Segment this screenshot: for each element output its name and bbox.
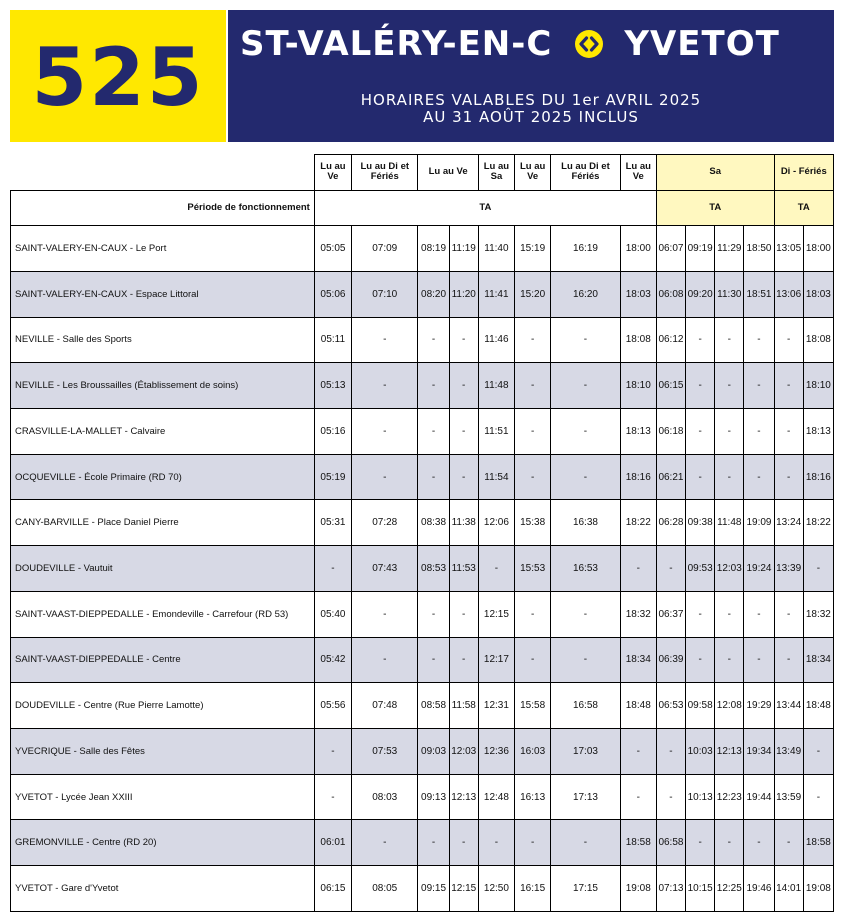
departure-time: 11:20 bbox=[449, 271, 478, 317]
departure-time: 09:58 bbox=[686, 683, 715, 729]
stop-name: YVECRIQUE - Salle des Fêtes bbox=[11, 729, 315, 775]
departure-time: - bbox=[774, 409, 803, 455]
departure-time: - bbox=[686, 637, 715, 683]
departure-time: - bbox=[803, 774, 833, 820]
departure-time: 09:19 bbox=[686, 226, 715, 272]
departure-time: 18:13 bbox=[620, 409, 656, 455]
departure-time: - bbox=[686, 820, 715, 866]
departure-time: 17:03 bbox=[551, 729, 620, 775]
departure-time: 12:17 bbox=[478, 637, 514, 683]
departure-time: 18:00 bbox=[803, 226, 833, 272]
departure-time: 16:20 bbox=[551, 271, 620, 317]
departure-time: - bbox=[551, 454, 620, 500]
departure-time: 18:16 bbox=[620, 454, 656, 500]
departure-time: 16:13 bbox=[515, 774, 551, 820]
departure-time: 12:25 bbox=[715, 866, 744, 912]
departure-time: - bbox=[515, 454, 551, 500]
departure-time: - bbox=[449, 591, 478, 637]
departure-time: - bbox=[715, 409, 744, 455]
stop-name: CRASVILLE-LA-MALLET - Calvaire bbox=[11, 409, 315, 455]
departure-time: 16:19 bbox=[551, 226, 620, 272]
departure-time: 18:34 bbox=[803, 637, 833, 683]
route-title-box bbox=[228, 10, 834, 142]
departure-time: - bbox=[515, 637, 551, 683]
departure-time: 08:38 bbox=[418, 500, 449, 546]
route-origin: ST-VALÉRY-EN-C bbox=[240, 24, 553, 64]
table-row bbox=[11, 546, 834, 592]
departure-time: 12:15 bbox=[449, 866, 478, 912]
day-header: Lu au Ve bbox=[418, 155, 478, 191]
departure-time: 15:19 bbox=[515, 226, 551, 272]
departure-time: - bbox=[551, 317, 620, 363]
departure-time: 08:20 bbox=[418, 271, 449, 317]
departure-time: - bbox=[515, 363, 551, 409]
departure-time: - bbox=[449, 820, 478, 866]
departure-time: 08:19 bbox=[418, 226, 449, 272]
departure-time: 11:58 bbox=[449, 683, 478, 729]
stop-name: SAINT-VAAST-DIEPPEDALLE - Emondeville - Carrefour (RD 53) bbox=[11, 591, 315, 637]
departure-time: - bbox=[803, 729, 833, 775]
header-blank-cell bbox=[11, 155, 315, 191]
departure-time: - bbox=[551, 637, 620, 683]
departure-time: 13:24 bbox=[774, 500, 803, 546]
departure-time: 05:56 bbox=[314, 683, 351, 729]
table-row bbox=[11, 363, 834, 409]
table-row bbox=[11, 317, 834, 363]
departure-time: 05:06 bbox=[314, 271, 351, 317]
departure-time: 11:46 bbox=[478, 317, 514, 363]
departure-time: 08:03 bbox=[352, 774, 418, 820]
departure-time: 12:06 bbox=[478, 500, 514, 546]
departure-time: 13:59 bbox=[774, 774, 803, 820]
departure-time: 10:03 bbox=[686, 729, 715, 775]
departure-time: 12:48 bbox=[478, 774, 514, 820]
stop-name: DOUDEVILLE - Centre (Rue Pierre Lamotte) bbox=[11, 683, 315, 729]
table-row bbox=[11, 454, 834, 500]
departure-time: - bbox=[418, 317, 449, 363]
departure-time: 06:58 bbox=[656, 820, 685, 866]
departure-time: - bbox=[686, 363, 715, 409]
table-row bbox=[11, 820, 834, 866]
departure-time: 14:01 bbox=[774, 866, 803, 912]
departure-time: 13:05 bbox=[774, 226, 803, 272]
departure-time: - bbox=[418, 363, 449, 409]
departure-time: - bbox=[449, 637, 478, 683]
departure-time: - bbox=[744, 591, 774, 637]
departure-time: 18:34 bbox=[620, 637, 656, 683]
departure-time: 05:19 bbox=[314, 454, 351, 500]
departure-time: 07:53 bbox=[352, 729, 418, 775]
stop-name: GREMONVILLE - Centre (RD 20) bbox=[11, 820, 315, 866]
departure-time: 18:10 bbox=[803, 363, 833, 409]
departure-time: - bbox=[449, 409, 478, 455]
bidirectional-arrow-icon bbox=[574, 29, 604, 59]
stop-name: CANY-BARVILLE - Place Daniel Pierre bbox=[11, 500, 315, 546]
departure-time: - bbox=[774, 317, 803, 363]
departure-time: 18:58 bbox=[803, 820, 833, 866]
departure-time: 18:13 bbox=[803, 409, 833, 455]
departure-time: 11:41 bbox=[478, 271, 514, 317]
page-header bbox=[10, 10, 834, 142]
table-row bbox=[11, 729, 834, 775]
validity-text bbox=[228, 92, 834, 126]
departure-time: - bbox=[515, 409, 551, 455]
validity-line-2: AU 31 AOÛT 2025 INCLUS bbox=[423, 108, 639, 126]
departure-time: 18:48 bbox=[620, 683, 656, 729]
departure-time: 13:44 bbox=[774, 683, 803, 729]
departure-time: - bbox=[656, 546, 685, 592]
departure-time: 18:10 bbox=[620, 363, 656, 409]
table-row bbox=[11, 683, 834, 729]
departure-time: - bbox=[551, 363, 620, 409]
departure-time: 12:13 bbox=[449, 774, 478, 820]
departure-time: 18:58 bbox=[620, 820, 656, 866]
departure-time: 06:12 bbox=[656, 317, 685, 363]
departure-time: - bbox=[314, 546, 351, 592]
departure-time: - bbox=[744, 454, 774, 500]
departure-time: 18:03 bbox=[620, 271, 656, 317]
departure-time: - bbox=[418, 637, 449, 683]
departure-time: 07:09 bbox=[352, 226, 418, 272]
departure-time: 18:16 bbox=[803, 454, 833, 500]
departure-time: - bbox=[715, 820, 744, 866]
departure-time: 11:40 bbox=[478, 226, 514, 272]
departure-time: 07:48 bbox=[352, 683, 418, 729]
departure-time: 18:32 bbox=[803, 591, 833, 637]
departure-time: 06:39 bbox=[656, 637, 685, 683]
departure-time: - bbox=[686, 409, 715, 455]
departure-time: 13:39 bbox=[774, 546, 803, 592]
departure-time: 19:08 bbox=[620, 866, 656, 912]
departure-time: 06:15 bbox=[314, 866, 351, 912]
departure-time: - bbox=[352, 363, 418, 409]
departure-time: 08:53 bbox=[418, 546, 449, 592]
departure-time: 12:50 bbox=[478, 866, 514, 912]
departure-time: 18:00 bbox=[620, 226, 656, 272]
departure-time: 06:08 bbox=[656, 271, 685, 317]
departure-time: 19:46 bbox=[744, 866, 774, 912]
departure-time: - bbox=[352, 317, 418, 363]
departure-time: - bbox=[515, 317, 551, 363]
departure-time: 18:22 bbox=[803, 500, 833, 546]
departure-time: - bbox=[774, 454, 803, 500]
departure-time: 05:40 bbox=[314, 591, 351, 637]
departure-time: 09:38 bbox=[686, 500, 715, 546]
departure-time: 13:06 bbox=[774, 271, 803, 317]
departure-time: 17:15 bbox=[551, 866, 620, 912]
departure-time: 05:16 bbox=[314, 409, 351, 455]
departure-time: 12:08 bbox=[715, 683, 744, 729]
departure-time: 17:13 bbox=[551, 774, 620, 820]
departure-time: 10:15 bbox=[686, 866, 715, 912]
departure-time: 06:28 bbox=[656, 500, 685, 546]
day-header-saturday: Sa bbox=[656, 155, 774, 191]
table-row bbox=[11, 271, 834, 317]
departure-time: 11:48 bbox=[715, 500, 744, 546]
day-header: Lu au Ve bbox=[620, 155, 656, 191]
departure-time: 19:24 bbox=[744, 546, 774, 592]
departure-time: 18:08 bbox=[620, 317, 656, 363]
departure-time: 12:13 bbox=[715, 729, 744, 775]
table-row bbox=[11, 866, 834, 912]
departure-time: 19:09 bbox=[744, 500, 774, 546]
table-row bbox=[11, 226, 834, 272]
departure-time: 05:42 bbox=[314, 637, 351, 683]
stop-name: SAINT-VALERY-EN-CAUX - Le Port bbox=[11, 226, 315, 272]
departure-time: 07:43 bbox=[352, 546, 418, 592]
route-destination: YVETOT bbox=[624, 24, 780, 64]
departure-time: - bbox=[352, 637, 418, 683]
departure-time: - bbox=[803, 546, 833, 592]
departure-time: 07:28 bbox=[352, 500, 418, 546]
period-row bbox=[11, 190, 834, 226]
departure-time: 19:08 bbox=[803, 866, 833, 912]
stop-name: OCQUEVILLE - École Primaire (RD 70) bbox=[11, 454, 315, 500]
departure-time: - bbox=[686, 454, 715, 500]
period-sunday: TA bbox=[774, 190, 833, 226]
departure-time: - bbox=[620, 546, 656, 592]
table-row bbox=[11, 409, 834, 455]
departure-time: 19:29 bbox=[744, 683, 774, 729]
departure-time: 18:32 bbox=[620, 591, 656, 637]
departure-time: 15:53 bbox=[515, 546, 551, 592]
departure-time: - bbox=[774, 591, 803, 637]
departure-time: - bbox=[551, 409, 620, 455]
period-saturday: TA bbox=[656, 190, 774, 226]
day-header-sunday: Di - Fériés bbox=[774, 155, 833, 191]
departure-time: 07:10 bbox=[352, 271, 418, 317]
stop-name: SAINT-VALERY-EN-CAUX - Espace Littoral bbox=[11, 271, 315, 317]
departure-time: - bbox=[314, 774, 351, 820]
departure-time: - bbox=[449, 317, 478, 363]
line-number-box bbox=[10, 10, 226, 142]
departure-time: 05:13 bbox=[314, 363, 351, 409]
stop-name: YVETOT - Gare d'Yvetot bbox=[11, 866, 315, 912]
day-header: Lu au Ve bbox=[314, 155, 351, 191]
stop-name: NEVILLE - Salle des Sports bbox=[11, 317, 315, 363]
departure-time: - bbox=[774, 820, 803, 866]
departure-time: - bbox=[715, 363, 744, 409]
departure-time: 05:11 bbox=[314, 317, 351, 363]
departure-time: 15:38 bbox=[515, 500, 551, 546]
day-header: Lu au Di et Fériés bbox=[551, 155, 620, 191]
departure-time: 18:03 bbox=[803, 271, 833, 317]
departure-time: 12:36 bbox=[478, 729, 514, 775]
departure-time: 06:15 bbox=[656, 363, 685, 409]
departure-time: - bbox=[551, 591, 620, 637]
stop-name: YVETOT - Lycée Jean XXIII bbox=[11, 774, 315, 820]
departure-time: 12:23 bbox=[715, 774, 744, 820]
timetable bbox=[10, 154, 834, 912]
departure-time: - bbox=[314, 729, 351, 775]
departure-time: 15:20 bbox=[515, 271, 551, 317]
departure-time: 11:38 bbox=[449, 500, 478, 546]
departure-time: 12:15 bbox=[478, 591, 514, 637]
stop-name: NEVILLE - Les Broussailles (Établissement de soins) bbox=[11, 363, 315, 409]
departure-time: - bbox=[744, 409, 774, 455]
departure-time: - bbox=[656, 774, 685, 820]
departure-time: 11:29 bbox=[715, 226, 744, 272]
validity-line-1: HORAIRES VALABLES DU 1er AVRIL 2025 bbox=[360, 91, 702, 109]
departure-time: - bbox=[744, 820, 774, 866]
departure-time: - bbox=[449, 363, 478, 409]
departure-time: - bbox=[478, 546, 514, 592]
departure-time: 05:05 bbox=[314, 226, 351, 272]
departure-time: - bbox=[352, 591, 418, 637]
departure-time: - bbox=[352, 454, 418, 500]
departure-time: 10:13 bbox=[686, 774, 715, 820]
departure-time: - bbox=[418, 591, 449, 637]
day-header: Lu au Di et Fériés bbox=[352, 155, 418, 191]
departure-time: - bbox=[686, 317, 715, 363]
departure-time: 18:51 bbox=[744, 271, 774, 317]
departure-time: - bbox=[418, 409, 449, 455]
day-header: Lu au Ve bbox=[515, 155, 551, 191]
departure-time: - bbox=[551, 820, 620, 866]
departure-time: - bbox=[656, 729, 685, 775]
departure-time: - bbox=[715, 591, 744, 637]
departure-time: 18:22 bbox=[620, 500, 656, 546]
departure-time: 18:50 bbox=[744, 226, 774, 272]
departure-time: - bbox=[478, 820, 514, 866]
departure-time: 18:48 bbox=[803, 683, 833, 729]
departure-time: 12:03 bbox=[715, 546, 744, 592]
departure-time: 19:44 bbox=[744, 774, 774, 820]
departure-time: 11:54 bbox=[478, 454, 514, 500]
departure-time: 07:13 bbox=[656, 866, 685, 912]
departure-time: - bbox=[449, 454, 478, 500]
departure-time: - bbox=[515, 591, 551, 637]
departure-time: 16:15 bbox=[515, 866, 551, 912]
day-header-row bbox=[11, 155, 834, 191]
departure-time: 15:58 bbox=[515, 683, 551, 729]
departure-time: 16:58 bbox=[551, 683, 620, 729]
departure-time: 06:01 bbox=[314, 820, 351, 866]
departure-time: - bbox=[715, 317, 744, 363]
departure-time: 11:51 bbox=[478, 409, 514, 455]
departure-time: 05:31 bbox=[314, 500, 351, 546]
departure-time: - bbox=[418, 820, 449, 866]
table-row bbox=[11, 500, 834, 546]
departure-time: 09:53 bbox=[686, 546, 715, 592]
departure-time: 09:13 bbox=[418, 774, 449, 820]
departure-time: 11:30 bbox=[715, 271, 744, 317]
day-header: Lu au Sa bbox=[478, 155, 514, 191]
route-title bbox=[240, 16, 830, 72]
stop-name: DOUDEVILLE - Vautuit bbox=[11, 546, 315, 592]
departure-time: - bbox=[686, 591, 715, 637]
stop-name: SAINT-VAAST-DIEPPEDALLE - Centre bbox=[11, 637, 315, 683]
departure-time: 08:58 bbox=[418, 683, 449, 729]
departure-time: 12:31 bbox=[478, 683, 514, 729]
departure-time: - bbox=[620, 774, 656, 820]
departure-time: 18:08 bbox=[803, 317, 833, 363]
departure-time: 11:48 bbox=[478, 363, 514, 409]
departure-time: - bbox=[744, 317, 774, 363]
departure-time: - bbox=[715, 637, 744, 683]
departure-time: 16:03 bbox=[515, 729, 551, 775]
departure-time: - bbox=[774, 363, 803, 409]
departure-time: - bbox=[715, 454, 744, 500]
table-row bbox=[11, 591, 834, 637]
departure-time: 16:38 bbox=[551, 500, 620, 546]
departure-time: - bbox=[744, 637, 774, 683]
departure-time: - bbox=[620, 729, 656, 775]
line-number: 525 bbox=[31, 31, 205, 124]
departure-time: - bbox=[352, 409, 418, 455]
departure-time: 09:03 bbox=[418, 729, 449, 775]
departure-time: - bbox=[774, 637, 803, 683]
departure-time: 12:03 bbox=[449, 729, 478, 775]
departure-time: 11:19 bbox=[449, 226, 478, 272]
departure-time: 09:15 bbox=[418, 866, 449, 912]
departure-time: 08:05 bbox=[352, 866, 418, 912]
table-row bbox=[11, 637, 834, 683]
departure-time: - bbox=[515, 820, 551, 866]
departure-time: 06:53 bbox=[656, 683, 685, 729]
table-row bbox=[11, 774, 834, 820]
departure-time: 06:21 bbox=[656, 454, 685, 500]
departure-time: 06:37 bbox=[656, 591, 685, 637]
departure-time: 13:49 bbox=[774, 729, 803, 775]
departure-time: 09:20 bbox=[686, 271, 715, 317]
departure-time: 06:07 bbox=[656, 226, 685, 272]
departure-time: 16:53 bbox=[551, 546, 620, 592]
departure-time: 19:34 bbox=[744, 729, 774, 775]
period-weekday: TA bbox=[314, 190, 656, 226]
period-label: Période de fonctionnement bbox=[11, 190, 315, 226]
departure-time: 06:18 bbox=[656, 409, 685, 455]
departure-time: - bbox=[744, 363, 774, 409]
departure-time: - bbox=[418, 454, 449, 500]
departure-time: 11:53 bbox=[449, 546, 478, 592]
departure-time: - bbox=[352, 820, 418, 866]
